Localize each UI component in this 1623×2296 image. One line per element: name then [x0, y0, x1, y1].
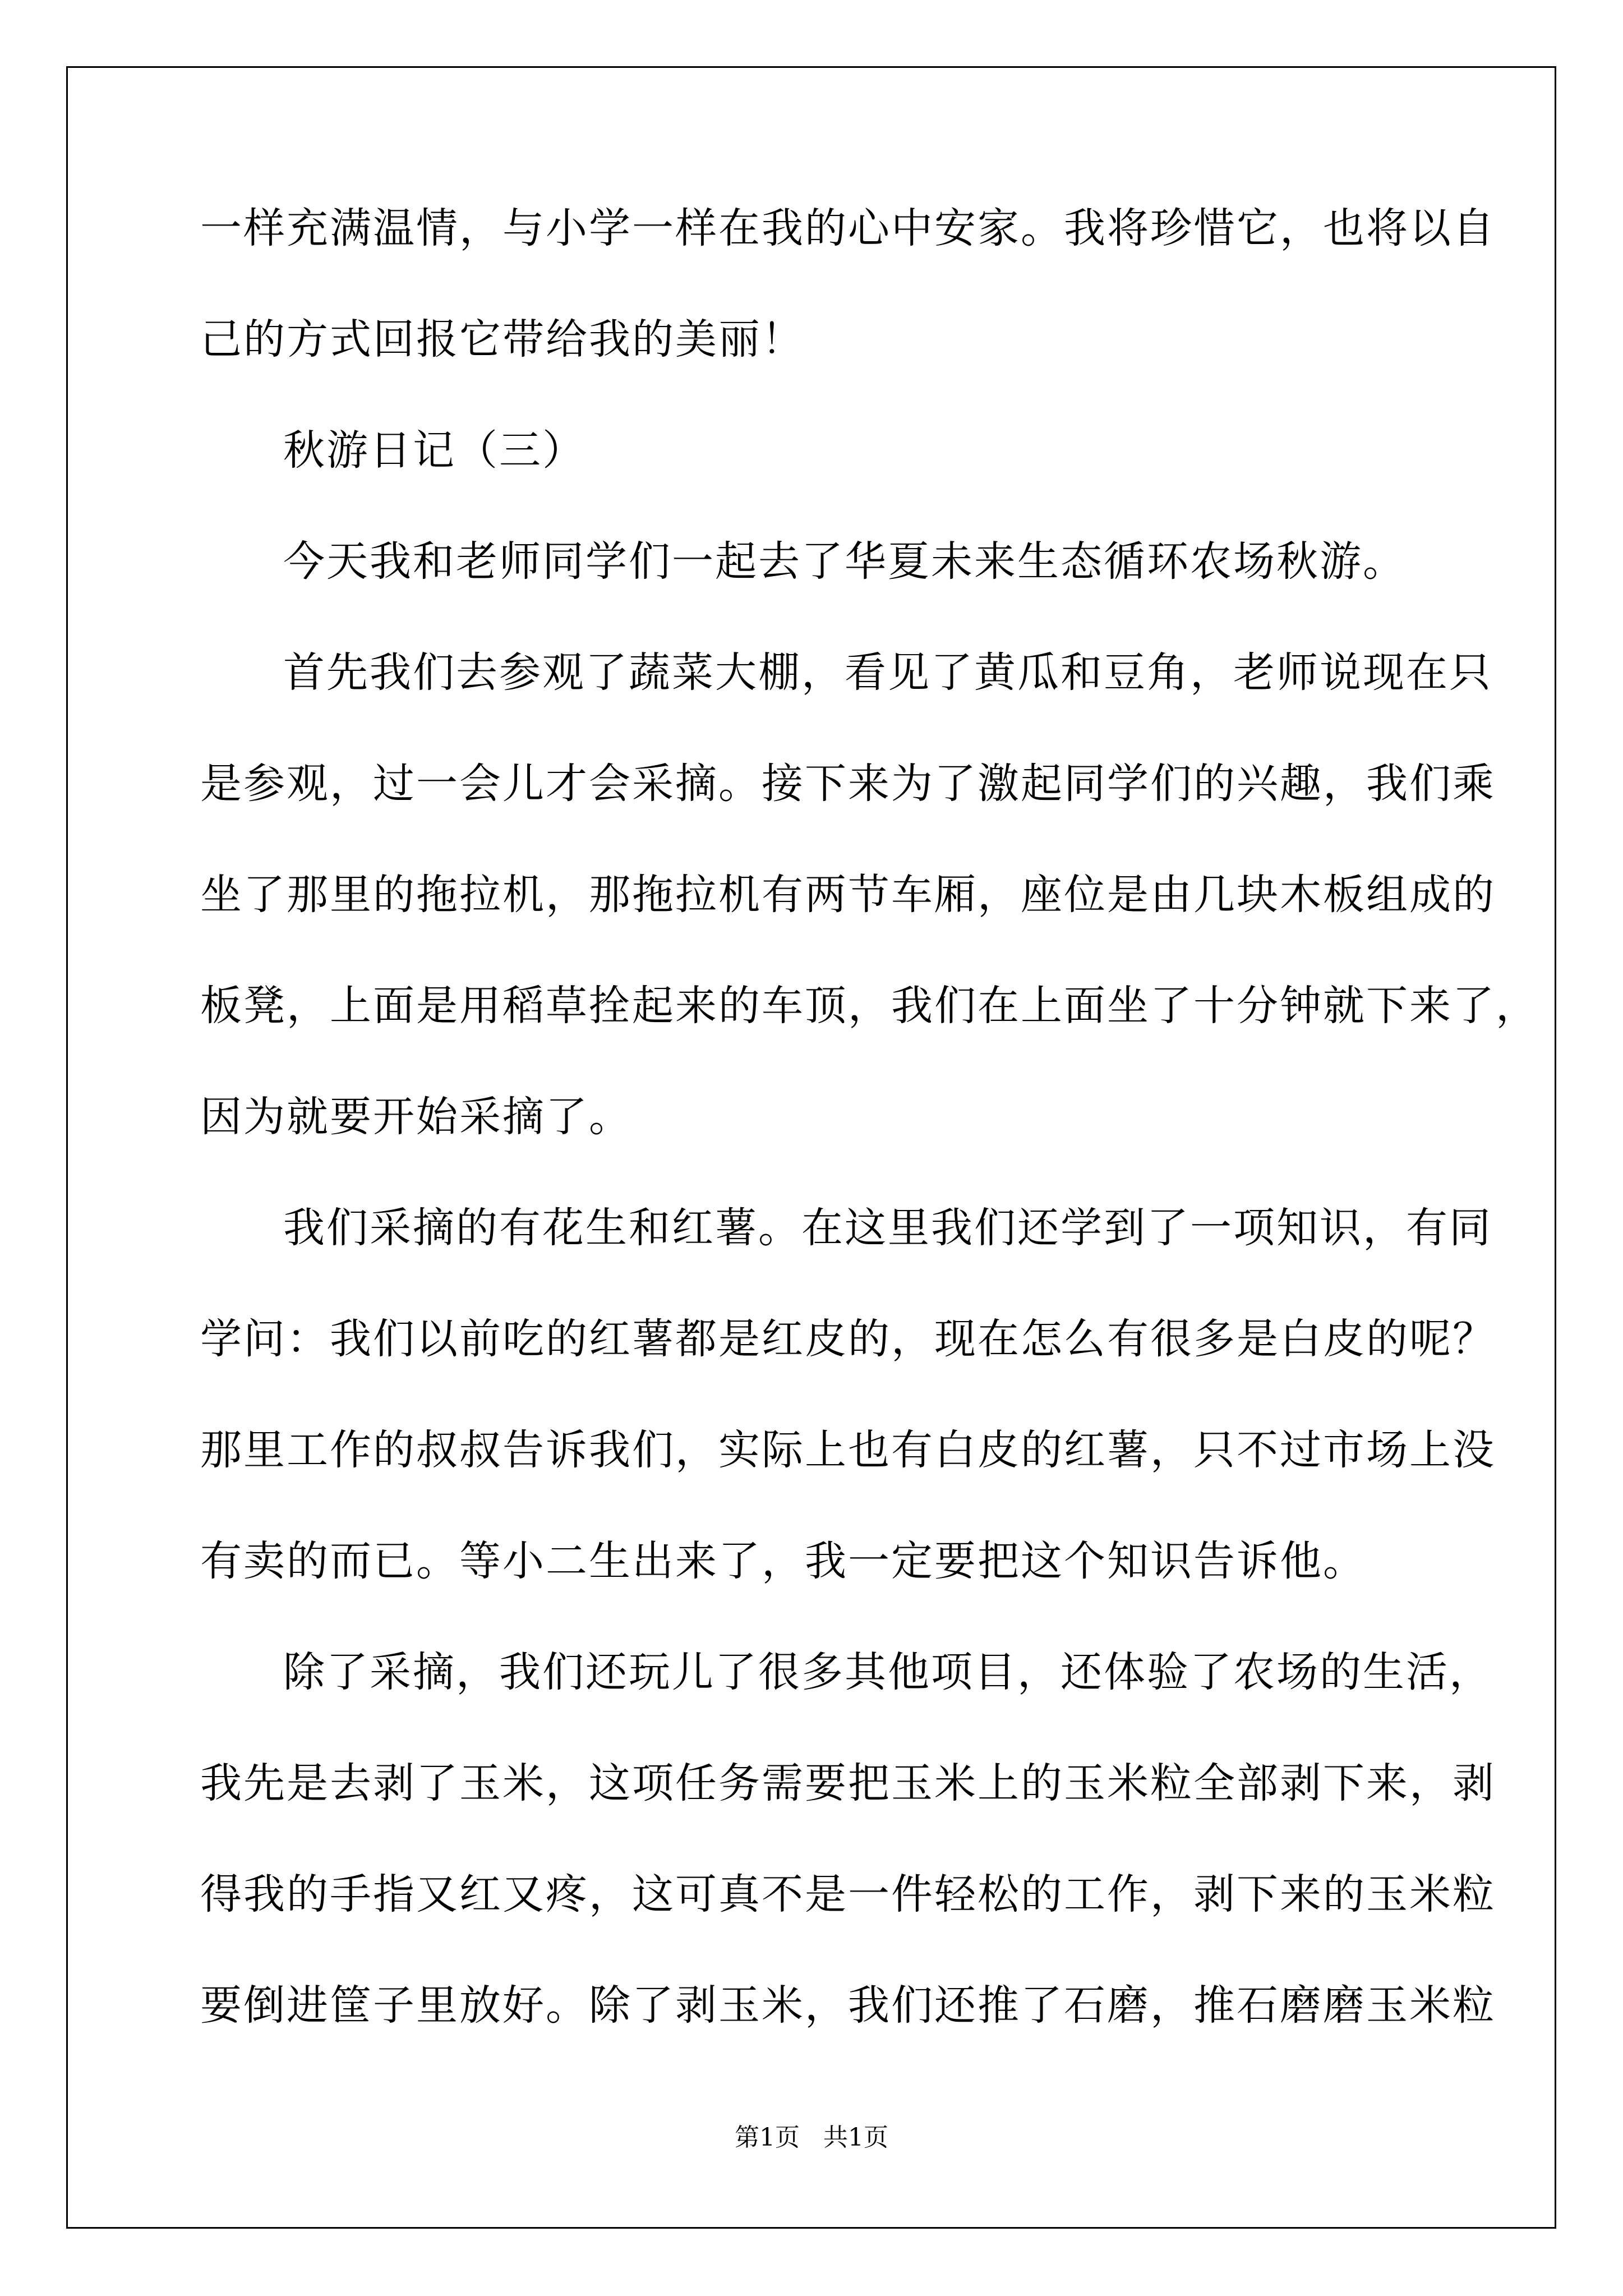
- text-line: 己的方式回报它带给我的美丽！: [200, 315, 805, 364]
- text-line: 学问：我们以前吃的红薯都是红皮的，现在怎么有很多是白皮的呢？: [200, 1315, 1496, 1363]
- text-line: 因为就要开始采摘了。: [200, 1093, 632, 1141]
- text-line: 一样充满温情，与小学一样在我的心中安家。我将珍惜它，也将以自: [200, 204, 1496, 252]
- text-line: 我先是去剥了玉米，这项任务需要把玉米上的玉米粒全部剥下来，剥: [200, 1759, 1496, 1807]
- text-line: 坐了那里的拖拉机，那拖拉机有两节车厢，座位是由几块木板组成的: [200, 871, 1496, 919]
- section-heading: 秋游日记（三）: [283, 426, 585, 475]
- text-line: 是参观，过一会儿才会采摘。接下来为了激起同学们的兴趣，我们乘: [200, 760, 1496, 808]
- text-line: 有卖的而已。等小二生出来了，我一定要把这个知识告诉他。: [200, 1537, 1366, 1585]
- text-line: 首先我们去参观了蔬菜大棚，看见了黄瓜和豆角，老师说现在只: [283, 648, 1492, 697]
- text-line: 今天我和老师同学们一起去了华夏未来生态循环农场秋游。: [283, 537, 1406, 586]
- text-line: 我们采摘的有花生和红薯。在这里我们还学到了一项知识，有同: [283, 1204, 1492, 1252]
- text-line: 除了采摘，我们还玩儿了很多其他项目，还体验了农场的生活，: [283, 1648, 1492, 1696]
- text-line: 那里工作的叔叔告诉我们，实际上也有白皮的红薯，只不过市场上没: [200, 1426, 1496, 1474]
- page-footer: 第1页 共1页: [735, 2123, 888, 2152]
- text-line: 板凳，上面是用稻草拴起来的车顶，我们在上面坐了十分钟就下来了，: [200, 982, 1539, 1030]
- text-line: 要倒进筐子里放好。除了剥玉米，我们还推了石磨，推石磨磨玉米粒: [200, 1981, 1496, 2030]
- text-line: 得我的手指又红又疼，这可真不是一件轻松的工作，剥下来的玉米粒: [200, 1870, 1496, 1918]
